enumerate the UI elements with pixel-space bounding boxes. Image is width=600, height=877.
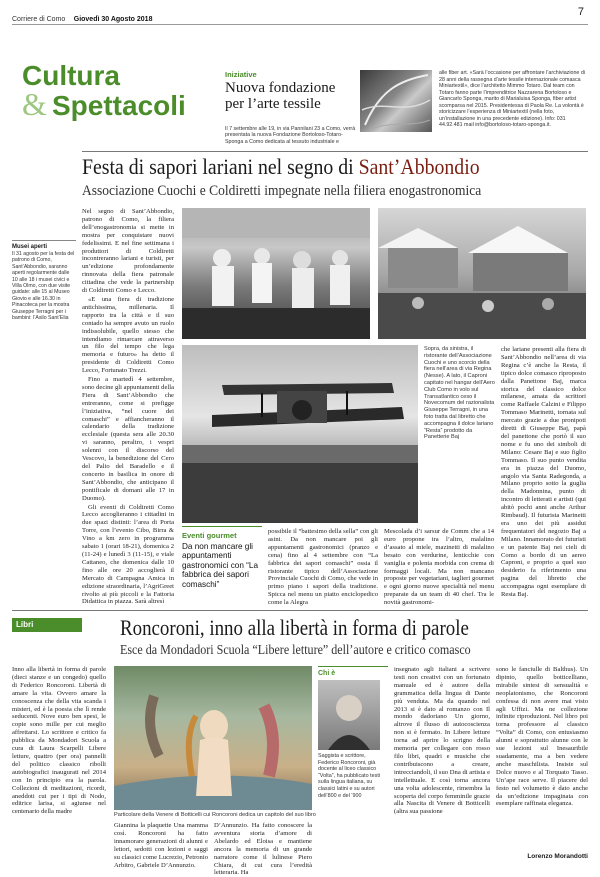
fair-scene-illustration bbox=[378, 208, 586, 339]
author-box bbox=[318, 666, 388, 866]
section-title-line2: Spettacoli bbox=[52, 90, 186, 121]
botticelli-caption: Particolare della Venere di Botticelli cui Roncoroni dedica un capitolo del suo libro bbox=[114, 812, 316, 818]
photos-caption: Sopra, da sinistra, il ristorante dell’Associazione Cuochi e uno scorcio della fiera nell’area di via Regina (Nesse). A lato, il Caproni capitato nel hangar dell’Aero Club Como in volo sul Transatlantico ceso il Novecomum del razionalista Giuseppe Terragni, in una foto tratta dal libretto che accompagna il dolce lariano “Resta” prodotto da Panetterie Baj bbox=[424, 346, 495, 441]
second-column-5: sono le fanciulle di Balthus). Un dipinto, quello botticelliano, mirabile sintesi di sensualità e neoplatonismo, che Roncoroni confessa di non avere mai visto agli Uffizi. Ma ne collezione infinite riproduzioni. Nel libro poi torna professore al classico “Volta” di Como, con entusiasmo alunni e soprattutto alunne con le sue lezioni sul Inesauribile suadamente, ma a ben vedere anche maschilista. Insiste sul Dolce nuovo e al Torquato Tasso. Un’ape race serve. Il piacere del festo nel volumetto è dato anche da un’edizione impaginata con esemplare raffinata eleganza. bbox=[496, 666, 588, 808]
section-logo bbox=[22, 62, 212, 132]
main-headline-text: Festa di sapori lariani nel segno di bbox=[82, 154, 359, 179]
top-story-title-line1: Nuova fondazione bbox=[225, 80, 336, 96]
publication-name: Corriere di Como bbox=[12, 16, 66, 23]
main-headline-highlight: Sant’Abbondio bbox=[358, 154, 480, 179]
fair-area-photo bbox=[378, 208, 586, 339]
main-column-3: Mescolada d’i sarsur de Comm che a 14 euro propone tra l’altro, malalino d’assato al miele, mazinetti di malalino besato con verdurine, lenticchie con vaniglia e polenta morbida con crema di formaggi locali. Ma non mancano proposte per vegetariani, taglieri gourmet e ogni giorno nuove specialità nel menu preparate da un team di 40 chef. Tra le novità gastronomi- bbox=[384, 528, 494, 607]
top-story-kicker: Iniziative bbox=[225, 70, 257, 79]
main-col1-para2: «E una fiera di tradizione antichissima, millenaria. Il rapporto tra la città e il suo contado ha sempre avuto un ruolo indissolubile, quello stesso che intendiamo rimarcare attraverso un filo del tempo che lega memoria e futuro» ha detto il presidente di Coldiretti Como Lecco, Fortunato Trezzi. bbox=[82, 295, 174, 375]
section-ampersand: & bbox=[22, 86, 47, 122]
author-portrait-image bbox=[318, 680, 380, 750]
main-column-1 bbox=[82, 208, 174, 606]
second-column-4: insegnato agli italiani a scrivere testi non creativi con un fortunato manuale ed è autore della grammatica della lingua di Dante più venduta. Ma da quando nel 2013 si è dato al romanzo con Il mondo dadoriano Un giorno, altrove il flusso di autocoscienza non si è fermato. In Libere letture torna ad aprire lo scrigno della memoria per collegare con rosso filo libri, quadri e musiche che contribuiscono a creare, intrecciandoli, il suo Dna di artista e intellettuale. E così torna ancora una volta adolescente, rimembra la scoperta del corpo femminile grazie alla Nascita di Venere di Botticelli (altra sua passione bbox=[394, 666, 490, 816]
main-col1-para3: Fino a martedì 4 settembre, sono decine gli appuntamenti della Fiera di Sant’Abbondio che entreranno, come si prefigge l’iniziativa, “nel cuore dei comaschi” e affiancheranno il calendario della tradizione ecclesiale (questa sera alle 20.30 vi saranno, peraltro, i vespri solenni con il discorso del Vescovo, la benedizione del Cero del Palio del Baradello e il concerto in basilica in onore di Sant’Abbondio, che anticipano il pontificale di domani alle 17 in Duomo). bbox=[82, 376, 174, 502]
second-story-subheadline: Esce da Mondadori Scuola “Libere letture” dell’autore e critico comasco bbox=[120, 643, 471, 658]
author-signature: Lorenzo Morandotti bbox=[527, 853, 588, 860]
top-story-title-line2: per l’arte tessile bbox=[225, 96, 321, 112]
issue-date: Giovedì 30 Agosto 2018 bbox=[73, 16, 153, 23]
second-column-1: Inno alla libertà in forma di parole (dieci stanze e un congedo) quello di Federico Roncoroni. Libertà di amare la vita. Ovvero amare la conoscenza che della vita scanda i misteri, ed è la poesia che lì rende seducenti. Nove euro ben spesi, le copie sono mille per cui meglio affrettarsi. Lo scrittore e critico fa pubblica da Mondadori Scuola a cura di Laura Scarpelli Libere letture, quattro (per ora) pannelli del politico classico ribolli autobiografici inaugurati nel 2014 con In principio era la parola. Collezioni di meditazioni, ricordi, aneddoti cui per i tipi di Nodo, editrice larisa, si agiunse nel centenario della madre bbox=[12, 666, 106, 816]
chefs-scene-illustration bbox=[182, 208, 370, 339]
museums-sidebar bbox=[12, 240, 76, 390]
section-title-line1: Cultura bbox=[22, 60, 120, 91]
main-column-2: possibile il “battesimo della sella” con gli asini. Da non mancare poi gli appuntamenti gastronomici (pranzo e cena) fino al 4 settembre con “La fabbrica dei sapori comaschi” ossia il ristorante tipico dell’Associazione Provinciale Cuochi di Como, che vede in primo piano i sapori della tradizione. Spicca nel menu un piatto enciclopedico come la Alegra bbox=[268, 528, 378, 607]
events-box-title: Eventi gourmet bbox=[182, 531, 237, 540]
chefs-restaurant-photo bbox=[182, 208, 370, 339]
museums-sidebar-text: Il 31 agosto per la festa del patrono di Como, Sant’Abbondio, saranno aperti regolarmente dalle 10 alle 18 i musei civici e Villa Olmo, con due visite guidate: alle 15 al Museo Giovio e alle 16.30 in Pinacoteca per la mostra Giuseppe Terragni per i bambini: l’Asilo Sant’Elia bbox=[12, 251, 75, 322]
second-column-3: D’Annunzio. Ha fatto conoscere la avventura storia d’amore di Abelardo ed Eloisa e mantiene ancora la memoria di un grande narratore come il lulinese Piero Chiara, di cui cura l’eredità letteraria. Ha bbox=[214, 822, 312, 877]
second-column-2: Giannina la plaquette Una mamma così. Roncoroni ha fatto innamorare generazioni di alunni e lettori, sedotti con lezioni e saggi su classici come Lucrezio, Petronio Arbitro, Gabriele D’Annunzio. bbox=[114, 822, 208, 869]
main-divider bbox=[82, 151, 588, 152]
header-divider bbox=[12, 24, 588, 25]
events-box bbox=[182, 526, 262, 598]
top-story-photo bbox=[360, 70, 432, 132]
author-box-text: Saggista e scrittore, Federico Roncoroni, già docente al liceo classico “Volta”, ha pubblicato testi sulla lingua italiana, su classici latini e su autori dell’800 e del ‘900 bbox=[318, 753, 381, 799]
botticelli-venus-photo bbox=[114, 666, 312, 810]
top-story bbox=[225, 70, 585, 145]
publication-header bbox=[12, 8, 588, 24]
second-story-headline: Roncoroni, inno alla libertà in forma di parole bbox=[120, 615, 469, 640]
museums-sidebar-title: Musei aperti bbox=[12, 244, 48, 250]
venus-painting-illustration bbox=[114, 666, 312, 810]
events-box-text: Da non mancare gli appuntamenti gastronomici con “La fabbrica dei sapori comaschi” bbox=[182, 542, 258, 589]
page-number: 7 bbox=[577, 6, 584, 18]
author-box-title: Chi è bbox=[318, 670, 336, 677]
textile-installation-image bbox=[360, 70, 432, 132]
top-story-col2: alle fiber art. «Sarà l’occasione per affrontare l’archiviazione di 28 anni della rassegna d’arte tessile internazionale comasca Miniartextil», dice l’architetto Mimmo Totaro. Dal team con Totaro fanno parte l’imprenditrice Nazzarena Bortoloso e Giancarlo Sponga, marito di Marialuisa Sponga, fiber artist scomparsa nel 2015. Presidentessa di Paola Re. La volontà è storicizzare l’esperienza di Miniartextil (nella foto, un’installazione in una precedente edizione). Info: 031 44.92.481 mail info@bortoloso-totaro-sponga.it. bbox=[439, 70, 585, 128]
main-col1-para1: Nel segno di Sant’Abbondio, patrono di Como, la filiera dell’enogastronomia si mette in mostra per conquistare nuovi fedelissimi. E nel fine settimana i produttori di Coldiretti incontreranno lariani e turisti, per un’edizione profondamente rinnovata della fiera patronale cittadina che vede la partnership di Coldiretti Como e Lecco. bbox=[82, 208, 174, 295]
author-portrait bbox=[318, 680, 380, 750]
main-col1-para4: Gli eventi di Coldiretti Como Lecco accoglieranno i cittadini in due spazi distinti: l’area di Porta Torre, con l’evento Cibo, Birra & Vino a km zero in programma sabato 1 (orari 18-21), domenica 2 (11-24) e lunedì 3 (11-15), e viale Cattaneo, che domenica dalle 10 fino alle ore 20 accoglierà il Mercato di Campagna Amica in edizione straordinaria, l’AgriGreet rivolto ai più piccoli e la Fattoria Didattica in piazza. Sarà altresì bbox=[82, 503, 174, 606]
top-story-col1: Il 7 settembre alle 19, in via Pannilani 23 a Como, verrà presentata la nuova Fondazione Bortoloso-Totaro-Sponga a Como dedicata al tessuto industriale e bbox=[225, 126, 356, 145]
second-story-divider bbox=[12, 610, 588, 611]
main-subheadline: Associazione Cuochi e Coldiretti impegnate nella filiera enogastronomica bbox=[82, 183, 482, 199]
main-column-4: che lariane presenti alla fiera di Sant’Abbondio nell’area di via Regina c’è anche la Resta, il tipico dolce comasco riproposto dalla Panettone Baj, marca storica del classico dolce milanese, amata da scrittori come Raffaele Calzini e Filippo Tommaso Marinetti, tornata sul mercato grazie a due pronipoti diretti di Giuseppe Baj, papà del panettone che portò il suo nome e fu uno dei simboli di Milano: Cesare Baj e suo figlio Tommaso. Il suo punto vendita era in piazza del Duomo, angolo via Santa Radegonda, a Milano proprio sotto la guglia della Madonnina, punto di incontro di letterati e artisti (qui abitò pochi anni anche Arthur Rimbaud). Il futurista Marinetti era uno dei più assidui frequentatori del negozio Baj a Milano. Innamorato dei futuristi e un patente Baj nei cieli di Como a bordo di un aereo Caproni, e proprio a quel suo desiderio fa riferimento una pagina del libretto che accompagna ogni esemplare di Resta Baj. bbox=[501, 346, 586, 599]
books-section-tag: Libri bbox=[12, 618, 82, 632]
caproni-airplane-photo bbox=[182, 345, 418, 523]
main-headline bbox=[82, 154, 537, 180]
airplane-illustration bbox=[182, 345, 418, 523]
